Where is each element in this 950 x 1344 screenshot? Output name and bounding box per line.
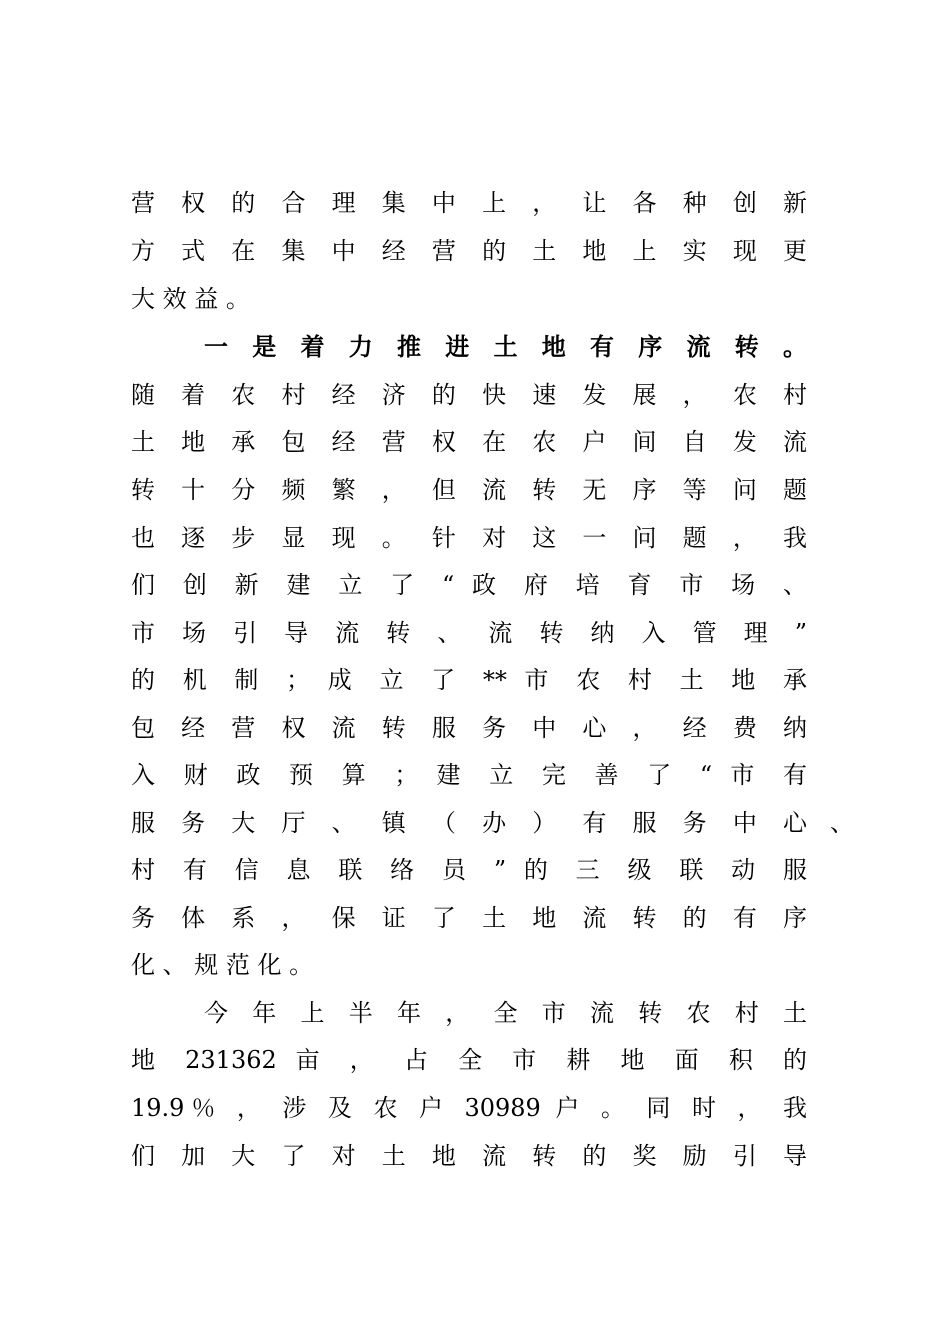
text-line: 务 体 系 ， 保 证 了 土 地 流 转 的 有 序 bbox=[131, 904, 807, 932]
text-line: 土 地 承 包 经 营 权 在 农 户 间 自 发 流 bbox=[131, 428, 807, 456]
text-line: 随 着 农 村 经 济 的 快 速 发 展 ， 农 村 bbox=[131, 381, 807, 409]
text-line: 也 逐 步 显 现 。 针 对 这 一 问 题 ， 我 bbox=[131, 524, 807, 552]
text-line: 入 财 政 预 算 ； 建 立 完 善 了 “ 市 有 bbox=[131, 761, 807, 789]
text-line: 转 十 分 频 繁 ， 但 流 转 无 序 等 问 题 bbox=[131, 476, 807, 504]
text-line: 地 231362 亩 ， 占 全 市 耕 地 面 积 的 bbox=[131, 1046, 807, 1074]
text-line: 化 、 规 范 化 。 bbox=[131, 951, 314, 979]
text-line: 服 务 大 厅 、 镇 （ 办 ） 有 服 务 中 心 bbox=[131, 809, 807, 837]
text-line: 们 创 新 建 立 了 “ 政 府 培 育 市 场 、 bbox=[131, 571, 807, 599]
section-heading: 一 是 着 力 推 进 土 地 有 序 流 转 。 bbox=[204, 332, 807, 361]
text-line: 19.9％ ， 涉 及 农 户 30989 户 。 同 时 ， 我 bbox=[131, 1094, 807, 1122]
text-line: 营 权 的 合 理 集 中 上 ， 让 各 种 创 新 bbox=[131, 189, 807, 217]
text-line: 方 式 在 集 中 经 营 的 土 地 上 实 现 更 bbox=[131, 237, 807, 265]
text-line: 大 效 益 。 bbox=[131, 285, 250, 313]
overflow-punctuation: 、 bbox=[830, 809, 854, 837]
text-line: 的 机 制 ； 成 立 了 ** 市 农 村 土 地 承 bbox=[131, 666, 807, 694]
text-line: 今 年 上 半 年 ， 全 市 流 转 农 村 土 bbox=[204, 999, 807, 1027]
text-line: 村 有 信 息 联 络 员 ” 的 三 级 联 动 服 bbox=[131, 856, 807, 884]
text-line: 包 经 营 权 流 转 服 务 中 心 ， 经 费 纳 bbox=[131, 714, 807, 742]
text-line: 们 加 大 了 对 土 地 流 转 的 奖 励 引 导 bbox=[131, 1142, 807, 1170]
text-line: 市 场 引 导 流 转 、 流 转 纳 入 管 理 ” bbox=[131, 619, 807, 647]
